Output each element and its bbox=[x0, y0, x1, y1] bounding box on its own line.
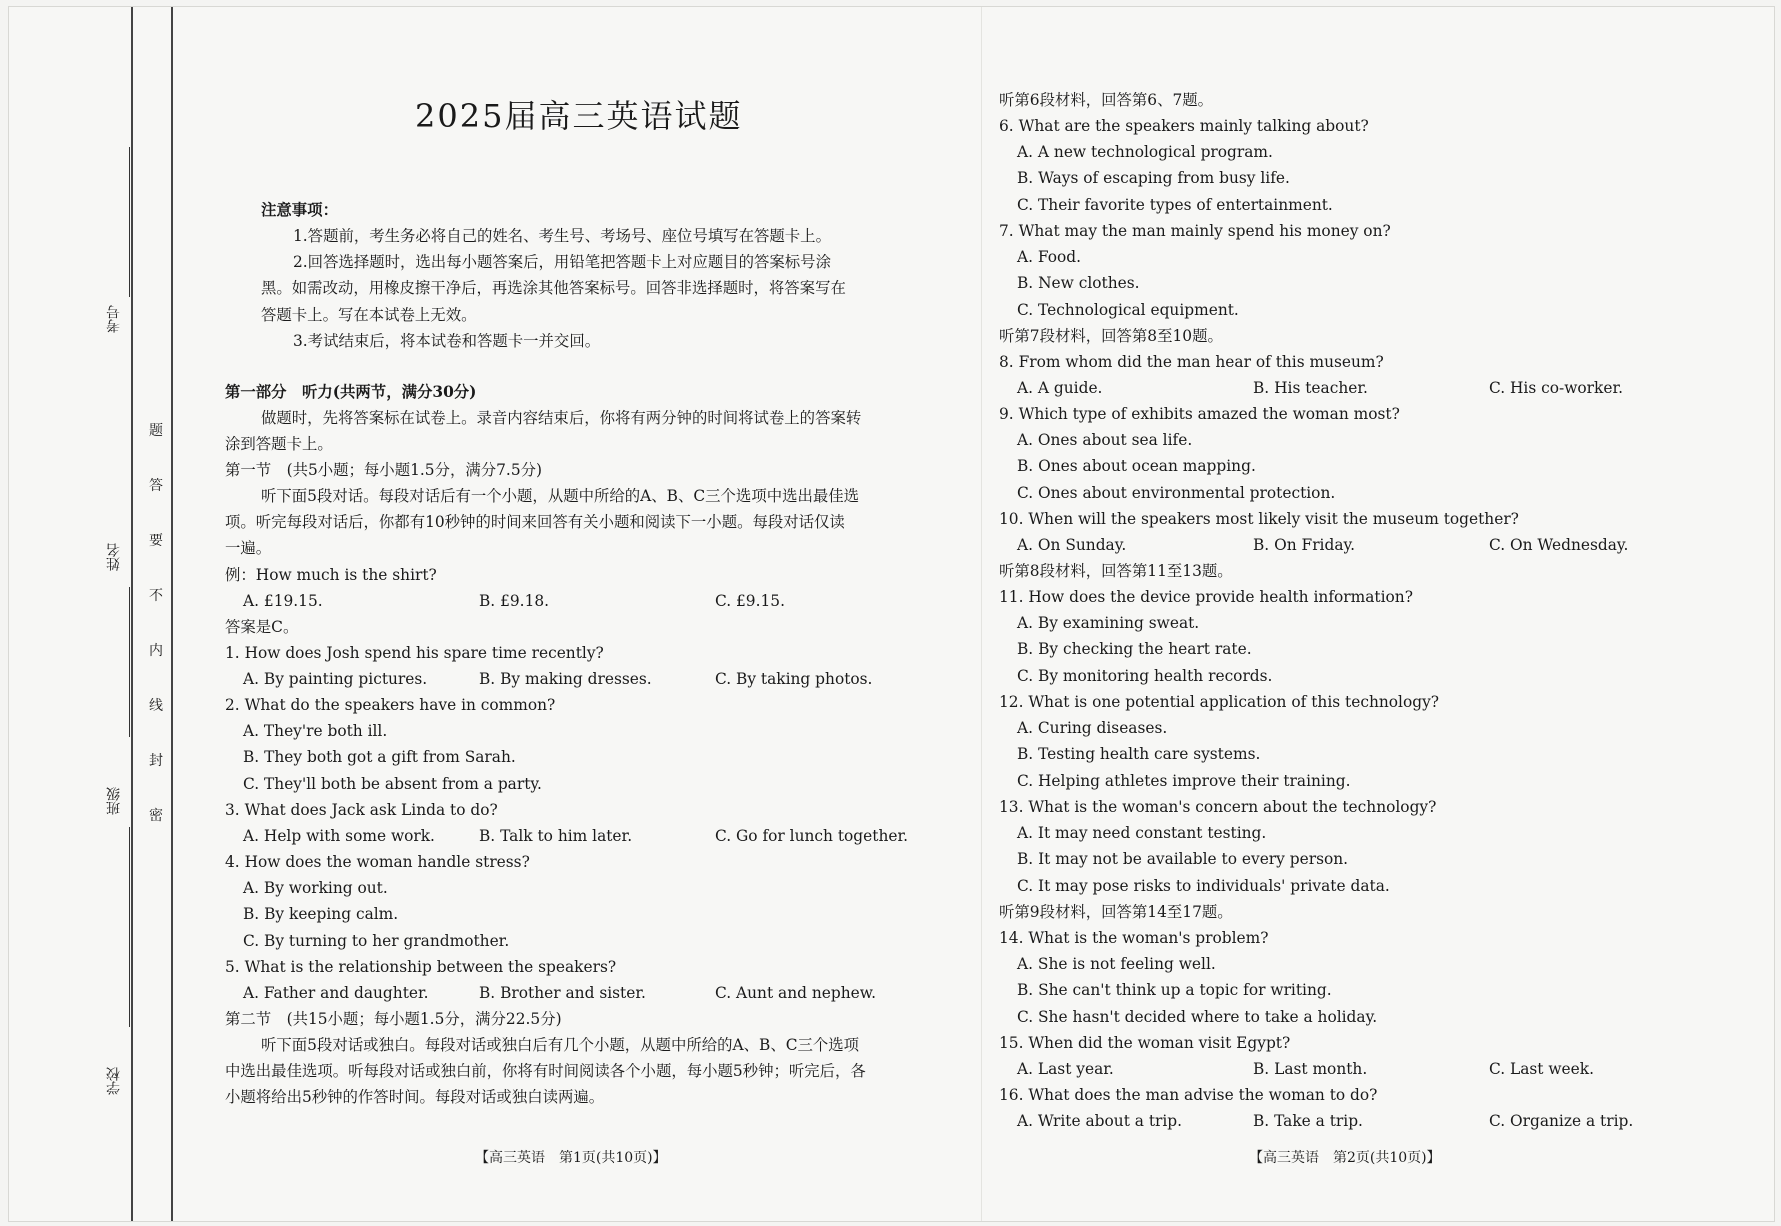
option: A. £19.15. bbox=[243, 592, 323, 611]
label-exam-number: 考号 bbox=[106, 305, 122, 333]
option: C. On Wednesday. bbox=[1489, 536, 1629, 555]
option: A. A new technological program. bbox=[1017, 143, 1273, 162]
example-answer: 答案是C。 bbox=[225, 618, 299, 637]
question-text: 7. What may the man mainly spend his money on? bbox=[999, 222, 1391, 240]
option: B. £9.18. bbox=[479, 592, 550, 611]
option: A. Food. bbox=[1017, 248, 1082, 267]
options-row bbox=[225, 980, 925, 1006]
intro-line: 听下面5段对话或独白。每段对话或独白后有几个小题，从题中所给的A、B、C三个选项 bbox=[261, 1036, 860, 1054]
notice-line: 2.回答选择题时，选出每小题答案后，用铅笔把答题卡上对应题目的答案标号涂 bbox=[293, 253, 831, 272]
question-5 bbox=[225, 954, 925, 1006]
notice-block bbox=[225, 223, 925, 354]
seal-char: 线 bbox=[149, 698, 163, 714]
option: A. It may need constant testing. bbox=[1017, 824, 1267, 843]
options-row bbox=[225, 666, 925, 692]
option: C. It may pose risks to individuals' private data. bbox=[1017, 876, 1390, 895]
question-16 bbox=[999, 1082, 1719, 1134]
question-text: 9. Which type of exhibits amazed the woman most? bbox=[999, 405, 1400, 423]
seal-char: 封 bbox=[149, 753, 163, 769]
seal-char: 不 bbox=[149, 588, 163, 604]
notice-line: 答题卡上。写在本试卷上无效。 bbox=[261, 305, 477, 324]
seal-char: 题 bbox=[149, 423, 163, 439]
question-14 bbox=[999, 925, 1719, 1030]
question-text: 14. What is the woman's problem? bbox=[999, 929, 1269, 947]
example-question: 例：How much is the shirt? bbox=[225, 566, 437, 584]
page-footer: 【高三英语 第2页(共10页)】 bbox=[1249, 1150, 1441, 1166]
notice-line: 黑。如需改动，用橡皮擦干净后，再选涂其他答案标号。回答非选择题时，将答案写在 bbox=[261, 279, 846, 298]
material-heading: 听第9段材料，回答第14至17题。 bbox=[999, 903, 1233, 921]
option: A. Ones about sea life. bbox=[1017, 431, 1193, 450]
section1-intro bbox=[225, 483, 925, 562]
option: A. Last year. bbox=[1017, 1060, 1114, 1079]
exam-title: 2025届高三英语试题 bbox=[415, 97, 743, 135]
option: A. They're both ill. bbox=[243, 722, 388, 741]
question-15 bbox=[999, 1030, 1719, 1082]
option: B. His teacher. bbox=[1253, 379, 1368, 398]
option: B. Talk to him later. bbox=[479, 827, 633, 846]
intro-line: 涂到答题卡上。 bbox=[225, 435, 333, 454]
option: C. By turning to her grandmother. bbox=[243, 931, 510, 950]
option: C. Go for lunch together. bbox=[715, 827, 909, 846]
option: B. Ways of escaping from busy life. bbox=[1017, 169, 1290, 188]
question-text: 12. What is one potential application of this technology? bbox=[999, 693, 1440, 711]
options-row bbox=[225, 823, 925, 849]
option: A. A guide. bbox=[1017, 379, 1103, 398]
option: A. Father and daughter. bbox=[243, 984, 429, 1003]
question-text: 15. When did the woman visit Egypt? bbox=[999, 1034, 1291, 1052]
example-block bbox=[225, 562, 925, 641]
part1-heading: 第一部分 听力(共两节，满分30分) bbox=[225, 383, 477, 401]
seal-char: 内 bbox=[149, 643, 163, 659]
section1-heading: 第一节 (共5小题；每小题1.5分，满分7.5分) bbox=[225, 461, 543, 479]
intro-line: 做题时，先将答案标在试卷上。录音内容结束后，你将有两分钟的时间将试卷上的答案转 bbox=[261, 409, 862, 427]
option: B. On Friday. bbox=[1253, 536, 1356, 555]
binding-line-outer bbox=[131, 7, 133, 1221]
question-text: 6. What are the speakers mainly talking about? bbox=[999, 117, 1369, 135]
exam-number-line bbox=[129, 147, 130, 297]
intro-line: 中选出最佳选项。听每段对话或独白前，你将有时间阅读各个小题，每小题5秒钟；听完后，各 bbox=[225, 1062, 866, 1081]
option: C. Ones about environmental protection. bbox=[1017, 483, 1336, 502]
option: B. Last month. bbox=[1253, 1060, 1368, 1079]
question-text: 10. When will the speakers most likely visit the museum together? bbox=[999, 510, 1519, 528]
option: C. By taking photos. bbox=[715, 670, 873, 689]
option: B. Testing health care systems. bbox=[1017, 745, 1261, 764]
question-4 bbox=[225, 849, 925, 954]
question-text: 2. What do the speakers have in common? bbox=[225, 696, 556, 714]
option: C. Last week. bbox=[1489, 1060, 1594, 1079]
option: C. Technological equipment. bbox=[1017, 300, 1239, 319]
section2-heading: 第二节 (共15小题；每小题1.5分，满分22.5分) bbox=[225, 1010, 562, 1028]
name-line bbox=[129, 587, 130, 737]
label-name: 姓名 bbox=[106, 543, 122, 571]
options-row bbox=[999, 375, 1719, 401]
question-text: 13. What is the woman's concern about the technology? bbox=[999, 798, 1437, 816]
question-6 bbox=[999, 113, 1719, 218]
option: A. Help with some work. bbox=[243, 827, 435, 846]
option: A. Curing diseases. bbox=[1017, 719, 1168, 738]
material-heading: 听第7段材料，回答第8至10题。 bbox=[999, 327, 1223, 345]
question-10 bbox=[999, 506, 1719, 558]
question-13 bbox=[999, 794, 1719, 899]
question-text: 8. From whom did the man hear of this museum? bbox=[999, 353, 1384, 371]
option: A. On Sunday. bbox=[1017, 536, 1127, 555]
question-text: 3. What does Jack ask Linda to do? bbox=[225, 801, 498, 819]
example-options bbox=[225, 588, 925, 614]
option: C. She hasn't decided where to take a holiday. bbox=[1017, 1007, 1378, 1026]
option: B. By making dresses. bbox=[479, 670, 652, 689]
question-2 bbox=[225, 692, 925, 797]
option: C. Helping athletes improve their training. bbox=[1017, 771, 1351, 790]
question-12 bbox=[999, 689, 1719, 794]
option: A. By working out. bbox=[243, 879, 388, 898]
question-text: 16. What does the man advise the woman to do? bbox=[999, 1086, 1378, 1104]
seal-char: 答 bbox=[149, 478, 163, 494]
notice-line: 3.考试结束后，将本试卷和答题卡一并交回。 bbox=[293, 331, 601, 350]
intro-line: 小题将给出5秒钟的作答时间。每段对话或独白读两遍。 bbox=[225, 1088, 605, 1107]
material-heading: 听第6段材料，回答第6、7题。 bbox=[999, 91, 1214, 109]
class-line bbox=[129, 827, 130, 1027]
binding-line-inner bbox=[171, 7, 173, 1221]
page-footer: 【高三英语 第1页(共10页)】 bbox=[475, 1150, 667, 1166]
option: B. Brother and sister. bbox=[479, 984, 646, 1003]
options-row bbox=[999, 1056, 1719, 1082]
question-8 bbox=[999, 349, 1719, 401]
options-row bbox=[999, 532, 1719, 558]
option: A. By examining sweat. bbox=[1017, 614, 1200, 633]
exam-sheet bbox=[8, 6, 1775, 1222]
option: C. Aunt and nephew. bbox=[715, 984, 876, 1003]
option: B. It may not be available to every person. bbox=[1017, 850, 1349, 869]
option: C. Organize a trip. bbox=[1489, 1112, 1634, 1131]
option: A. Write about a trip. bbox=[1017, 1112, 1183, 1131]
intro-line: 听下面5段对话。每段对话后有一个小题，从题中所给的A、B、C三个选项中选出最佳选 bbox=[261, 487, 860, 505]
option: B. She can't think up a topic for writing. bbox=[1017, 981, 1332, 1000]
page-divider bbox=[981, 7, 982, 1221]
options-row bbox=[999, 1108, 1719, 1134]
label-school: 学校 bbox=[106, 1067, 122, 1095]
option: B. By checking the heart rate. bbox=[1017, 640, 1252, 659]
question-11 bbox=[999, 584, 1719, 689]
question-1 bbox=[225, 640, 925, 692]
option: B. By keeping calm. bbox=[243, 905, 399, 924]
seal-char: 要 bbox=[149, 533, 163, 549]
option: A. She is not feeling well. bbox=[1017, 955, 1216, 974]
option: C. His co-worker. bbox=[1489, 379, 1624, 398]
option: A. By painting pictures. bbox=[243, 670, 428, 689]
question-text: 11. How does the device provide health information? bbox=[999, 588, 1413, 606]
question-text: 5. What is the relationship between the speakers? bbox=[225, 958, 617, 976]
option: C. They'll both be absent from a party. bbox=[243, 774, 542, 793]
intro-line: 项。听完每段对话后，你都有10秒钟的时间来回答有关小题和阅读下一小题。每段对话仅读 bbox=[225, 513, 845, 532]
option: C. Their favorite types of entertainment. bbox=[1017, 195, 1333, 214]
option: B. Ones about ocean mapping. bbox=[1017, 457, 1256, 476]
notice-heading: 注意事项： bbox=[261, 201, 338, 219]
option: C. £9.15. bbox=[715, 592, 785, 611]
option: C. By monitoring health records. bbox=[1017, 666, 1273, 685]
question-text: 4. How does the woman handle stress? bbox=[225, 853, 530, 871]
intro-line: 一遍。 bbox=[225, 539, 272, 558]
material-heading: 听第8段材料，回答第11至13题。 bbox=[999, 562, 1233, 580]
option: B. They both got a gift from Sarah. bbox=[243, 748, 516, 767]
question-3 bbox=[225, 797, 925, 849]
section2-intro bbox=[225, 1032, 925, 1111]
label-class: 班级 bbox=[106, 787, 122, 815]
question-9 bbox=[999, 401, 1719, 506]
seal-char: 密 bbox=[149, 808, 163, 824]
question-7 bbox=[999, 218, 1719, 323]
option: B. New clothes. bbox=[1017, 274, 1140, 293]
question-text: 1. How does Josh spend his spare time recently? bbox=[225, 644, 604, 662]
binding-margin bbox=[9, 7, 179, 1221]
option: B. Take a trip. bbox=[1253, 1112, 1363, 1131]
part1-intro bbox=[225, 405, 925, 457]
notice-line: 1.答题前，考生务必将自己的姓名、考生号、考场号、座位号填写在答题卡上。 bbox=[293, 227, 831, 245]
